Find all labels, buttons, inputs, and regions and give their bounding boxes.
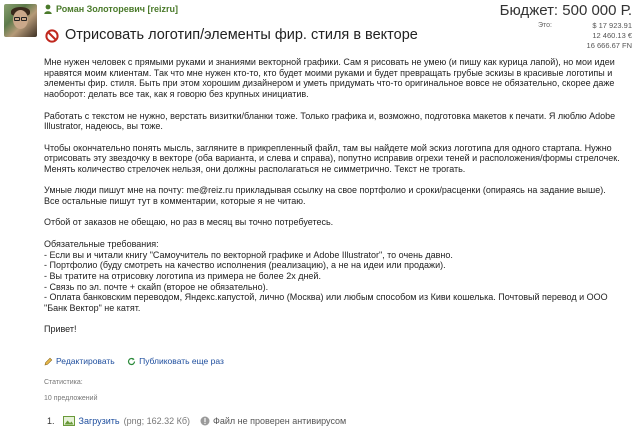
refresh-icon	[127, 357, 136, 366]
offers-count: 10 предложений	[44, 395, 98, 402]
budget-label: Бюджет: 500 000 Р.	[499, 2, 632, 19]
project-description	[44, 57, 620, 346]
ban-icon	[45, 29, 59, 43]
description-paragraph: Работать с текстом не нужно, верстать визитки/бланки тоже. Только графика и, возможно, подготовка макетов к печати. Я люблю Adobe Illustrator, надеюсь, вы тоже.	[44, 110, 616, 132]
project-title: Отрисовать логотип/элементы фир. стиля в векторе	[65, 27, 418, 43]
author-name[interactable]: Роман Золоторевич [reizru]	[56, 4, 179, 14]
republish-label[interactable]: Публиковать еще раз	[139, 356, 224, 366]
project-actions	[44, 356, 234, 368]
pencil-icon	[44, 357, 53, 366]
attachment-meta: (png; 162.32 Кб)	[123, 416, 191, 426]
amount-eur: 12 460.13 €	[592, 31, 632, 40]
warning-icon	[200, 416, 210, 426]
attachment-index: 1.	[47, 416, 55, 426]
edit-link[interactable]	[44, 356, 115, 366]
attachment-row	[47, 416, 346, 426]
description-paragraph: Мне нужен человек с прямыми руками и знаниями векторной графики. Сам я рисовать не умею (и пишу как курица лапой), но мои идеи нравятся моим клиентам. Так что мне нужен кто-то, кто будет моими руками и будет превращать грубые эскизы в красивые логотипы и элементы фир. стиля. Быть при этом хорошим дизайнером и уметь придумать что-то оригинальное вовсе не обязательно, скорее даже наоборот: делать все так, как я говорю без крупных инициатив.	[44, 57, 615, 100]
download-link[interactable]: Загрузить	[78, 416, 120, 426]
budget-amounts	[587, 21, 632, 51]
stats-label: Статистика:	[44, 379, 83, 386]
description-paragraph: Чтобы окончательно понять мысль, загляните в прикрепленный файл, там вы найдете мой эскиз логотипа для одного стартапа. Нужно отрисовать эту звездочку в векторе (оба варианта, и слева и справа), попутно исправив огрехи теней и расположения/формы стрелочек. Менять количество стрелочек нельзя, они должны располагаться не симметрично. Текст не трогать.	[44, 142, 620, 174]
edit-label[interactable]: Редактировать	[56, 356, 115, 366]
avatar[interactable]	[4, 4, 37, 37]
amount-fn: 16 666.67 FN	[586, 41, 632, 50]
virus-warning	[200, 416, 346, 426]
description-paragraph: Отбой от заказов не обещаю, но раз в месяц вы точно потребуетесь.	[44, 217, 334, 228]
user-icon	[44, 4, 52, 14]
amount-usd: $ 17 923.91	[592, 21, 632, 30]
republish-link[interactable]	[127, 356, 224, 366]
virus-warning-label: Файл не проверен антивирусом	[213, 416, 347, 426]
requirements-list: Обязательные требования: - Если вы и читали книгу "Самоучитель по векторной графике и Adobe Illustrator", то очень давно. - Портфолио (буду смотреть на качество исполнения (реализацию), а не на идеи или продажи). - Вы тратите на отрисовку логотипа из примера не более 2х дней. - Связь по эл. почте + скайп (второе не обязательно). - Оплата банковским переводом, Яндекс.капустой, лично (Москва) или любым способом из Киви кошелька. Почтовый перевод и ООО "Банк Вектор" не катят.	[44, 238, 608, 314]
image-file-icon	[63, 416, 75, 426]
description-paragraph: Умные люди пишут мне на почту: me@reiz.ru прикладывая ссылку на свое портфолио и сроки/расценки (опираясь на задание выше). Все остальные пишут тут в комментарии, которые я не читаю.	[44, 185, 606, 207]
description-paragraph: Привет!	[44, 324, 77, 335]
budget-equivalent-label: Это:	[538, 22, 552, 29]
